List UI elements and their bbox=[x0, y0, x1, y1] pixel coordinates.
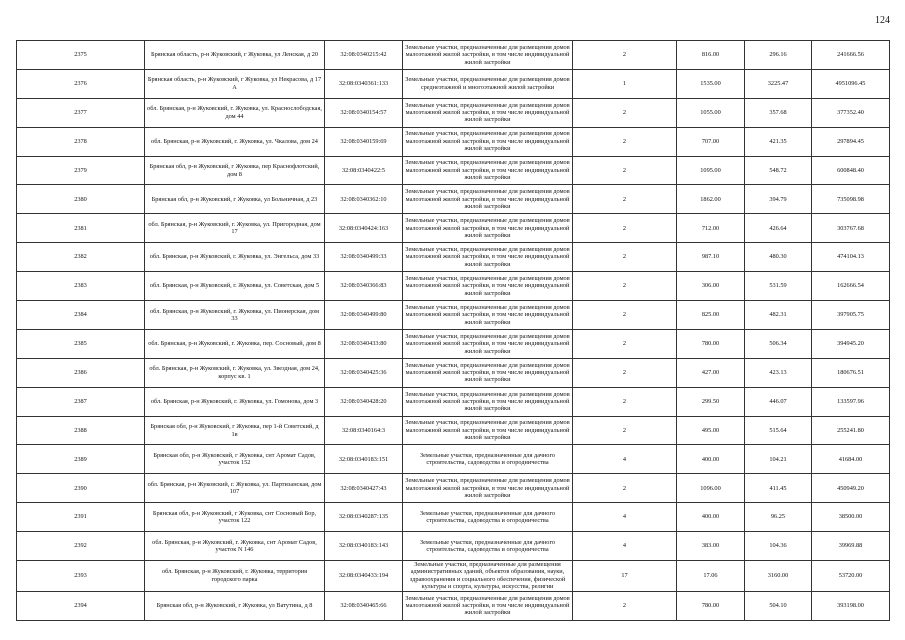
specific-value-cell: 104.36 bbox=[745, 532, 812, 561]
land-use-cell: Земельные участки, предназначенные для размещения домов малоэтажной жилой застройки, в том числе индивидуальной жилой застройки bbox=[403, 98, 573, 127]
area-cell: 780.00 bbox=[677, 591, 745, 620]
area-cell: 1095.00 bbox=[677, 156, 745, 185]
area-cell: 299.50 bbox=[677, 387, 745, 416]
row-number: 2382 bbox=[17, 243, 145, 272]
use-group-cell: 2 bbox=[573, 272, 677, 301]
cadastral-value-cell: 4951096.45 bbox=[812, 69, 890, 98]
cadastral-value-cell: 735098.98 bbox=[812, 185, 890, 214]
address-cell: обл. Брянская, р-н Жуковский, г. Жуковка, ул. Пригородная, дом 17 bbox=[145, 214, 325, 243]
table-row bbox=[17, 416, 890, 445]
area-cell: 1096.00 bbox=[677, 474, 745, 503]
specific-value-cell: 3225.47 bbox=[745, 69, 812, 98]
address-cell: обл. Брянская, р-н Жуковский, г. Жуковка, территория городского парка bbox=[145, 561, 325, 592]
row-number: 2387 bbox=[17, 387, 145, 416]
table-row bbox=[17, 561, 890, 592]
row-number: 2392 bbox=[17, 532, 145, 561]
use-group-cell: 1 bbox=[573, 69, 677, 98]
address-cell: обл. Брянская, р-н Жуковский, г. Жуковка, ул. Чкалова, дом 24 bbox=[145, 127, 325, 156]
cadastral-value-cell: 41684.00 bbox=[812, 445, 890, 474]
land-use-cell: Земельные участки, предназначенные для размещения домов малоэтажной жилой застройки, в том числе индивидуальной жилой застройки bbox=[403, 127, 573, 156]
specific-value-cell: 96.25 bbox=[745, 503, 812, 532]
address-cell: обл. Брянская, р-н Жуковский, г. Жуковка, ул. Краснослободская, дом 44 bbox=[145, 98, 325, 127]
row-number: 2377 bbox=[17, 98, 145, 127]
cadastral-number-cell: 32:08:0340499:33 bbox=[325, 243, 403, 272]
cadastral-value-cell: 53720.00 bbox=[812, 561, 890, 592]
address-cell: обл. Брянская, р-н Жуковский, г. Жуковка, пер. Сосновый, дом 8 bbox=[145, 329, 325, 358]
cadastral-value-cell: 297894.45 bbox=[812, 127, 890, 156]
land-use-cell: Земельные участки, предназначенные для размещения домов среднеэтажной и многоэтажной жилой застройки bbox=[403, 69, 573, 98]
specific-value-cell: 446.07 bbox=[745, 387, 812, 416]
row-number: 2384 bbox=[17, 301, 145, 330]
row-number: 2394 bbox=[17, 591, 145, 620]
address-cell: Брянская обл, р-н Жуковский, г Жуковка, снт Аромат Садов, участок 152 bbox=[145, 445, 325, 474]
cadastral-number-cell: 32:08:0340164:3 bbox=[325, 416, 403, 445]
land-use-cell: Земельные участки, предназначенные для размещения домов малоэтажной жилой застройки, в том числе индивидуальной жилой застройки bbox=[403, 591, 573, 620]
table-row bbox=[17, 387, 890, 416]
specific-value-cell: 482.31 bbox=[745, 301, 812, 330]
specific-value-cell: 394.79 bbox=[745, 185, 812, 214]
table-row bbox=[17, 98, 890, 127]
cadastral-number-cell: 32:08:0340362:10 bbox=[325, 185, 403, 214]
table-row bbox=[17, 301, 890, 330]
land-use-cell: Земельные участки, предназначенные для дачного строительства, садоводства и огородничества bbox=[403, 445, 573, 474]
address-cell: Брянская область, р-н Жуковский, г Жуковка, ул Некрасова, д 17 А bbox=[145, 69, 325, 98]
row-number: 2393 bbox=[17, 561, 145, 592]
row-number: 2386 bbox=[17, 358, 145, 387]
specific-value-cell: 296.16 bbox=[745, 41, 812, 70]
page-number: 124 bbox=[875, 15, 890, 26]
cadastral-value-cell: 241666.56 bbox=[812, 41, 890, 70]
specific-value-cell: 504.10 bbox=[745, 591, 812, 620]
table-row bbox=[17, 185, 890, 214]
cadastral-number-cell: 32:08:0340287:135 bbox=[325, 503, 403, 532]
table-row bbox=[17, 272, 890, 301]
address-cell: обл. Брянская, р-н Жуковский, г. Жуковка, ул. Партизанская, дом 107 bbox=[145, 474, 325, 503]
land-use-cell: Земельные участки, предназначенные для размещения домов малоэтажной жилой застройки, в том числе индивидуальной жилой застройки bbox=[403, 243, 573, 272]
land-use-cell: Земельные участки, предназначенные для размещения домов малоэтажной жилой застройки, в том числе индивидуальной жилой застройки bbox=[403, 474, 573, 503]
table-row bbox=[17, 127, 890, 156]
use-group-cell: 4 bbox=[573, 445, 677, 474]
cadastral-number-cell: 32:08:0340159:69 bbox=[325, 127, 403, 156]
cadastral-value-cell: 394945.20 bbox=[812, 329, 890, 358]
area-cell: 816.00 bbox=[677, 41, 745, 70]
area-cell: 987.10 bbox=[677, 243, 745, 272]
use-group-cell: 2 bbox=[573, 329, 677, 358]
use-group-cell: 2 bbox=[573, 591, 677, 620]
cadastral-number-cell: 32:08:0340424:163 bbox=[325, 214, 403, 243]
address-cell: обл. Брянская, р-н Жуковский, г. Жуковка, ул. Гомонова, дом 3 bbox=[145, 387, 325, 416]
row-number: 2378 bbox=[17, 127, 145, 156]
land-use-cell: Земельные участки, предназначенные для размещения домов малоэтажной жилой застройки, в том числе индивидуальной жилой застройки bbox=[403, 272, 573, 301]
specific-value-cell: 506.34 bbox=[745, 329, 812, 358]
area-cell: 400.00 bbox=[677, 445, 745, 474]
cadastral-number-cell: 32:08:0340422:5 bbox=[325, 156, 403, 185]
row-number: 2381 bbox=[17, 214, 145, 243]
use-group-cell: 2 bbox=[573, 301, 677, 330]
table-row bbox=[17, 474, 890, 503]
area-cell: 306.00 bbox=[677, 272, 745, 301]
cadastral-value-cell: 39969.88 bbox=[812, 532, 890, 561]
cadastral-value-cell: 38500.00 bbox=[812, 503, 890, 532]
cadastral-value-cell: 474104.13 bbox=[812, 243, 890, 272]
cadastral-number-cell: 32:08:0340433:194 bbox=[325, 561, 403, 592]
cadastral-number-cell: 32:08:0340154:57 bbox=[325, 98, 403, 127]
cadastral-value-cell: 377352.40 bbox=[812, 98, 890, 127]
specific-value-cell: 515.64 bbox=[745, 416, 812, 445]
cadastral-number-cell: 32:08:0340183:151 bbox=[325, 445, 403, 474]
specific-value-cell: 357.68 bbox=[745, 98, 812, 127]
row-number: 2383 bbox=[17, 272, 145, 301]
cadastral-number-cell: 32:08:0340183:143 bbox=[325, 532, 403, 561]
land-use-cell: Земельные участки, предназначенные для размещения домов малоэтажной жилой застройки, в том числе индивидуальной жилой застройки bbox=[403, 329, 573, 358]
table-row bbox=[17, 329, 890, 358]
land-use-cell: Земельные участки, предназначенные для размещения домов малоэтажной жилой застройки, в том числе индивидуальной жилой застройки bbox=[403, 301, 573, 330]
cadastral-value-cell: 303767.68 bbox=[812, 214, 890, 243]
use-group-cell: 4 bbox=[573, 532, 677, 561]
land-use-cell: Земельные участки, предназначенные для размещения домов малоэтажной жилой застройки, в том числе индивидуальной жилой застройки bbox=[403, 358, 573, 387]
area-cell: 1535.00 bbox=[677, 69, 745, 98]
land-use-cell: Земельные участки, предназначенные для размещения домов малоэтажной жилой застройки, в том числе индивидуальной жилой застройки bbox=[403, 156, 573, 185]
land-use-cell: Земельные участки, предназначенные для размещения домов малоэтажной жилой застройки, в том числе индивидуальной жилой застройки bbox=[403, 214, 573, 243]
use-group-cell: 2 bbox=[573, 387, 677, 416]
specific-value-cell: 426.64 bbox=[745, 214, 812, 243]
use-group-cell: 2 bbox=[573, 243, 677, 272]
address-cell: Брянская обл, р-н Жуковский, г Жуковка, ул Ватутина, д 8 bbox=[145, 591, 325, 620]
address-cell: обл. Брянская, р-н Жуковский, г. Жуковка, ул. Звездная, дом 24, корпус кв. 1 bbox=[145, 358, 325, 387]
table-row bbox=[17, 591, 890, 620]
row-number: 2379 bbox=[17, 156, 145, 185]
specific-value-cell: 480.30 bbox=[745, 243, 812, 272]
specific-value-cell: 531.59 bbox=[745, 272, 812, 301]
cadastral-value-table bbox=[16, 40, 890, 621]
table-body bbox=[17, 41, 890, 621]
use-group-cell: 2 bbox=[573, 416, 677, 445]
address-cell: обл. Брянская, р-н Жуковский, г. Жуковка, снт Аромат Садов, участок N 146 bbox=[145, 532, 325, 561]
cadastral-number-cell: 32:08:0340215:42 bbox=[325, 41, 403, 70]
table-row bbox=[17, 358, 890, 387]
land-use-cell: Земельные участки, предназначенные для размещения домов малоэтажной жилой застройки, в том числе индивидуальной жилой застройки bbox=[403, 387, 573, 416]
row-number: 2391 bbox=[17, 503, 145, 532]
area-cell: 400.00 bbox=[677, 503, 745, 532]
row-number: 2375 bbox=[17, 41, 145, 70]
cadastral-value-cell: 255241.80 bbox=[812, 416, 890, 445]
cadastral-value-cell: 180676.51 bbox=[812, 358, 890, 387]
address-cell: Брянская обл, р-н Жуковский, г Жуковка, ул Больничная, д 23 bbox=[145, 185, 325, 214]
use-group-cell: 2 bbox=[573, 185, 677, 214]
area-cell: 780.00 bbox=[677, 329, 745, 358]
address-cell: обл. Брянская, р-н Жуковский, г. Жуковка, ул. Советская, дом 5 bbox=[145, 272, 325, 301]
table-row bbox=[17, 214, 890, 243]
row-number: 2389 bbox=[17, 445, 145, 474]
table-row bbox=[17, 69, 890, 98]
cadastral-number-cell: 32:08:0340366:83 bbox=[325, 272, 403, 301]
area-cell: 1862.00 bbox=[677, 185, 745, 214]
cadastral-value-cell: 393198.00 bbox=[812, 591, 890, 620]
cadastral-number-cell: 32:08:0340428:20 bbox=[325, 387, 403, 416]
use-group-cell: 2 bbox=[573, 214, 677, 243]
address-cell: обл. Брянская, р-н Жуковский, г. Жуковка, ул. Энгельса, дом 33 bbox=[145, 243, 325, 272]
cadastral-number-cell: 32:08:0340425:36 bbox=[325, 358, 403, 387]
area-cell: 383.00 bbox=[677, 532, 745, 561]
cadastral-number-cell: 32:08:0340427:43 bbox=[325, 474, 403, 503]
cadastral-number-cell: 32:08:0340433:80 bbox=[325, 329, 403, 358]
land-use-cell: Земельные участки, предназначенные для размещения домов малоэтажной жилой застройки, в том числе индивидуальной жилой застройки bbox=[403, 416, 573, 445]
address-cell: Брянская область, р-н Жуковский, г Жуковка, ул Ленская, д 20 bbox=[145, 41, 325, 70]
use-group-cell: 2 bbox=[573, 156, 677, 185]
cadastral-value-cell: 600848.40 bbox=[812, 156, 890, 185]
row-number: 2376 bbox=[17, 69, 145, 98]
use-group-cell: 2 bbox=[573, 98, 677, 127]
cadastral-value-cell: 397905.75 bbox=[812, 301, 890, 330]
specific-value-cell: 3160.00 bbox=[745, 561, 812, 592]
row-number: 2388 bbox=[17, 416, 145, 445]
address-cell: Брянская обл, р-н Жуковский, г Жуковка, снт Сосновый Бор, участок 122 bbox=[145, 503, 325, 532]
table-row bbox=[17, 503, 890, 532]
use-group-cell: 2 bbox=[573, 41, 677, 70]
cadastral-number-cell: 32:08:0340361:133 bbox=[325, 69, 403, 98]
land-use-cell: Земельные участки, предназначенные для дачного строительства, садоводства и огородничества bbox=[403, 503, 573, 532]
specific-value-cell: 421.35 bbox=[745, 127, 812, 156]
cadastral-value-cell: 450949.20 bbox=[812, 474, 890, 503]
cadastral-number-cell: 32:08:0340465:66 bbox=[325, 591, 403, 620]
area-cell: 712.00 bbox=[677, 214, 745, 243]
use-group-cell: 2 bbox=[573, 127, 677, 156]
specific-value-cell: 104.21 bbox=[745, 445, 812, 474]
table-row bbox=[17, 445, 890, 474]
address-cell: Брянская обл, р-н Жуковский, г Жуковка, пер Краснофлотский, дом 8 bbox=[145, 156, 325, 185]
area-cell: 427.00 bbox=[677, 358, 745, 387]
area-cell: 495.00 bbox=[677, 416, 745, 445]
table-row bbox=[17, 156, 890, 185]
use-group-cell: 17 bbox=[573, 561, 677, 592]
address-cell: обл. Брянская, р-н Жуковский, г. Жуковка, ул. Пионерская, дом 33 bbox=[145, 301, 325, 330]
address-cell: Брянская обл, р-н Жуковский, г Жуковка, пер 1-й Советский, д 1в bbox=[145, 416, 325, 445]
table-row bbox=[17, 243, 890, 272]
specific-value-cell: 423.13 bbox=[745, 358, 812, 387]
specific-value-cell: 411.45 bbox=[745, 474, 812, 503]
land-use-cell: Земельные участки, предназначенные для размещения административных зданий, объектов образования, науки, здравоохранения и социального обеспечения, физической культуры и спорта, культуры, искусства, религии bbox=[403, 561, 573, 592]
cadastral-value-cell: 162666.54 bbox=[812, 272, 890, 301]
area-cell: 707.00 bbox=[677, 127, 745, 156]
land-use-cell: Земельные участки, предназначенные для размещения домов малоэтажной жилой застройки, в том числе индивидуальной жилой застройки bbox=[403, 41, 573, 70]
land-use-cell: Земельные участки, предназначенные для размещения домов малоэтажной жилой застройки, в том числе индивидуальной жилой застройки bbox=[403, 185, 573, 214]
area-cell: 1055.00 bbox=[677, 98, 745, 127]
area-cell: 17.06 bbox=[677, 561, 745, 592]
specific-value-cell: 548.72 bbox=[745, 156, 812, 185]
table-row bbox=[17, 532, 890, 561]
cadastral-number-cell: 32:08:0340499:80 bbox=[325, 301, 403, 330]
table-row bbox=[17, 41, 890, 70]
cadastral-value-cell: 133597.96 bbox=[812, 387, 890, 416]
use-group-cell: 4 bbox=[573, 503, 677, 532]
row-number: 2380 bbox=[17, 185, 145, 214]
row-number: 2385 bbox=[17, 329, 145, 358]
row-number: 2390 bbox=[17, 474, 145, 503]
area-cell: 825.00 bbox=[677, 301, 745, 330]
use-group-cell: 2 bbox=[573, 474, 677, 503]
use-group-cell: 2 bbox=[573, 358, 677, 387]
land-use-cell: Земельные участки, предназначенные для дачного строительства, садоводства и огородничества bbox=[403, 532, 573, 561]
